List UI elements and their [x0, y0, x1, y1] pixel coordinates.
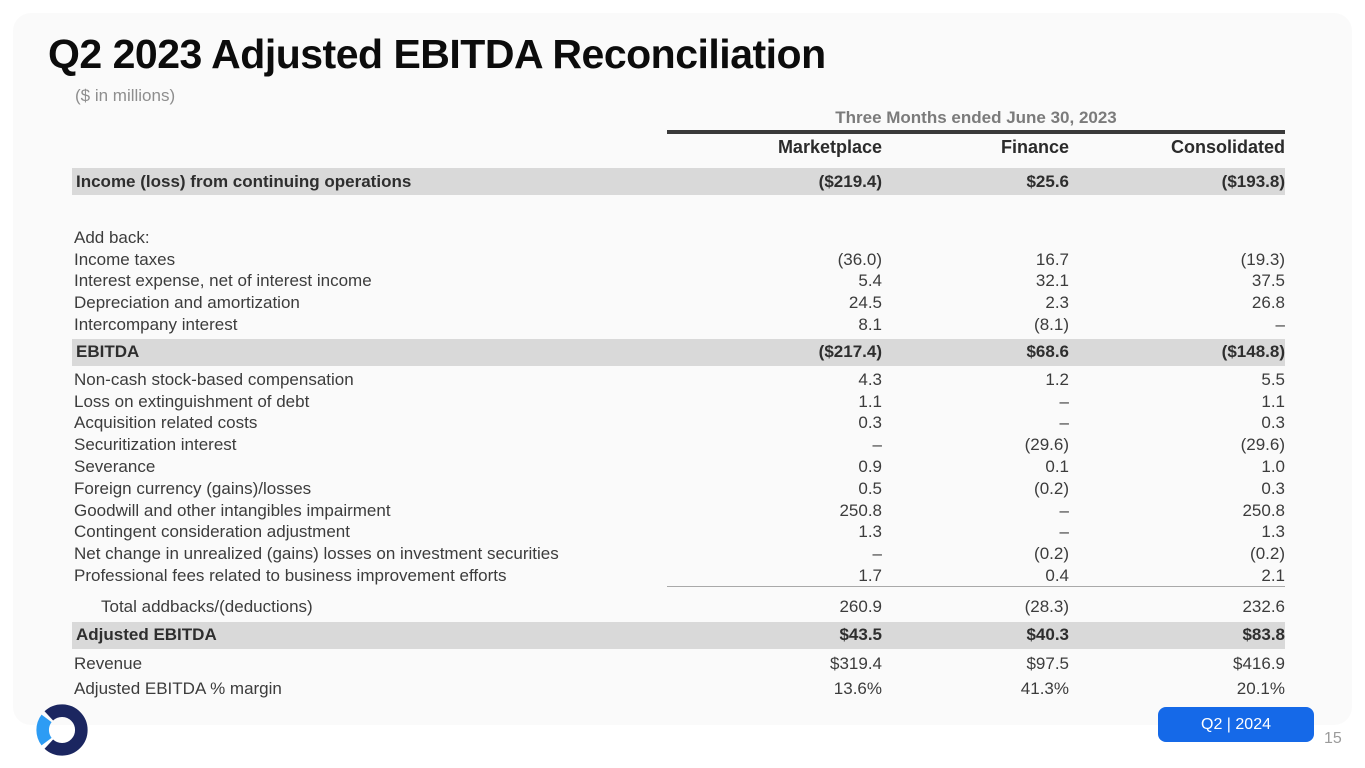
row-label: Income (loss) from continuing operations: [76, 171, 412, 191]
row-label: Loss on extinguishment of debt: [74, 391, 310, 411]
column-header-consolidated: Consolidated: [1170, 136, 1285, 157]
slide-card: [13, 13, 1352, 733]
table-row: [72, 543, 1285, 565]
row-label: Net change in unrealized (gains) losses on investment securities: [74, 544, 559, 564]
cell-consolidated: ($193.8): [1221, 171, 1285, 191]
table-row: [72, 314, 1285, 336]
cell-finance: 0.1: [1045, 457, 1069, 477]
cell-consolidated: $416.9: [1233, 654, 1285, 674]
table-row: [72, 522, 1285, 544]
cell-marketplace: 4.3: [858, 369, 882, 389]
cell-marketplace: $319.4: [830, 654, 882, 674]
row-label: Total addbacks/(deductions): [101, 597, 313, 617]
table-row: [72, 652, 1285, 677]
cell-consolidated: 0.3: [1261, 478, 1285, 498]
row-label: Add back:: [74, 227, 150, 247]
table-row: [72, 478, 1285, 500]
cell-marketplace: 0.9: [858, 457, 882, 477]
table-row: [72, 339, 1285, 366]
cell-marketplace: 5.4: [858, 271, 882, 291]
cell-finance: $97.5: [1026, 654, 1069, 674]
cell-finance: 0.4: [1045, 565, 1069, 585]
quarter-badge[interactable]: [1158, 707, 1314, 742]
table-row: [72, 500, 1285, 522]
column-header-finance: Finance: [1000, 136, 1069, 157]
cell-consolidated: ($148.8): [1221, 342, 1285, 362]
page-title: Q2 2023 Adjusted EBITDA Reconciliation: [48, 31, 826, 77]
cell-finance: (0.2): [1034, 544, 1069, 564]
cell-marketplace: 8.1: [858, 315, 882, 335]
row-label: Depreciation and amortization: [74, 293, 300, 313]
row-label: Acquisition related costs: [74, 413, 258, 433]
table-row: [72, 292, 1285, 314]
table-body: [72, 168, 1285, 702]
cell-consolidated: $83.8: [1242, 625, 1285, 645]
row-label: Revenue: [74, 654, 143, 674]
cell-finance: 2.3: [1045, 293, 1069, 313]
cell-finance: $68.6: [1026, 342, 1069, 362]
cell-marketplace: ($217.4): [818, 342, 882, 362]
cell-marketplace: $43.5: [839, 625, 882, 645]
cell-marketplace: –: [872, 544, 882, 564]
cell-consolidated: 20.1%: [1236, 679, 1285, 699]
table-row: [72, 391, 1285, 413]
table-row: [72, 596, 1285, 619]
period-header: Three Months ended June 30, 2023: [667, 108, 1285, 134]
table-row: [72, 168, 1285, 195]
row-label: Foreign currency (gains)/losses: [74, 478, 312, 498]
table-row: [72, 565, 1285, 587]
cell-consolidated: 2.1: [1261, 565, 1285, 585]
row-label: Interest expense, net of interest income: [74, 271, 372, 291]
cell-consolidated: 1.0: [1261, 457, 1285, 477]
cell-finance: $25.6: [1026, 171, 1069, 191]
cell-finance: –: [1059, 522, 1069, 542]
table-row: [72, 227, 1285, 249]
row-label: Intercompany interest: [74, 315, 238, 335]
cell-marketplace: 0.3: [858, 413, 882, 433]
spacer-row: [72, 198, 1285, 227]
cell-marketplace: –: [872, 435, 882, 455]
cell-marketplace: ($219.4): [818, 171, 882, 191]
cell-finance: $40.3: [1026, 625, 1069, 645]
row-label: Non-cash stock-based compensation: [74, 369, 354, 389]
table-row: [72, 249, 1285, 271]
cell-consolidated: –: [1275, 315, 1285, 335]
table-row: [72, 456, 1285, 478]
cell-marketplace: (36.0): [837, 249, 882, 269]
cell-finance: –: [1059, 500, 1069, 520]
cell-marketplace: 1.3: [858, 522, 882, 542]
row-label: Contingent consideration adjustment: [74, 522, 350, 542]
table-header-row: [72, 134, 1285, 165]
reconciliation-table: [72, 108, 1285, 702]
cell-finance: (29.6): [1024, 435, 1069, 455]
quarter-badge-label: Q2 | 2024: [1201, 715, 1271, 733]
cell-consolidated: 1.1: [1261, 391, 1285, 411]
cell-consolidated: 0.3: [1261, 413, 1285, 433]
cell-consolidated: 1.3: [1261, 522, 1285, 542]
cell-marketplace: 13.6%: [833, 679, 882, 699]
row-label: Securitization interest: [74, 435, 237, 455]
cell-finance: (8.1): [1034, 315, 1069, 335]
row-label: Adjusted EBITDA % margin: [74, 679, 282, 699]
table-row: [72, 413, 1285, 435]
cell-consolidated: 250.8: [1242, 500, 1285, 520]
table-row: [72, 677, 1285, 702]
cell-consolidated: 37.5: [1251, 271, 1285, 291]
cell-marketplace: 1.1: [858, 391, 882, 411]
row-label: Income taxes: [74, 249, 176, 269]
cell-consolidated: 232.6: [1242, 597, 1285, 617]
cell-marketplace: 250.8: [839, 500, 882, 520]
table-row: [72, 434, 1285, 456]
cell-finance: –: [1059, 413, 1069, 433]
cell-finance: 32.1: [1035, 271, 1069, 291]
row-label: Adjusted EBITDA: [76, 625, 217, 645]
row-label: Goodwill and other intangibles impairment: [74, 500, 391, 520]
table-row: [72, 369, 1285, 391]
cell-finance: –: [1059, 391, 1069, 411]
cell-finance: 41.3%: [1020, 679, 1069, 699]
page-number: 15: [1324, 730, 1342, 747]
cell-marketplace: 0.5: [858, 478, 882, 498]
cell-finance: 1.2: [1045, 369, 1069, 389]
cell-consolidated: (0.2): [1250, 544, 1285, 564]
cell-marketplace: 1.7: [858, 565, 882, 585]
cell-consolidated: 5.5: [1261, 369, 1285, 389]
cell-finance: 16.7: [1035, 249, 1069, 269]
cell-marketplace: 24.5: [848, 293, 882, 313]
table-row: [72, 271, 1285, 293]
table-row: [72, 622, 1285, 649]
company-logo-icon: [33, 701, 91, 759]
cell-consolidated: (19.3): [1240, 249, 1285, 269]
row-label: EBITDA: [76, 342, 140, 362]
cell-finance: (28.3): [1024, 597, 1069, 617]
cell-consolidated: (29.6): [1240, 435, 1285, 455]
units-note: ($ in millions): [75, 86, 176, 105]
column-header-marketplace: Marketplace: [777, 136, 882, 157]
cell-consolidated: 26.8: [1251, 293, 1285, 313]
cell-marketplace: 260.9: [839, 597, 882, 617]
row-label: Professional fees related to business improvement efforts: [74, 566, 507, 586]
row-label: Severance: [74, 457, 156, 477]
cell-finance: (0.2): [1034, 478, 1069, 498]
